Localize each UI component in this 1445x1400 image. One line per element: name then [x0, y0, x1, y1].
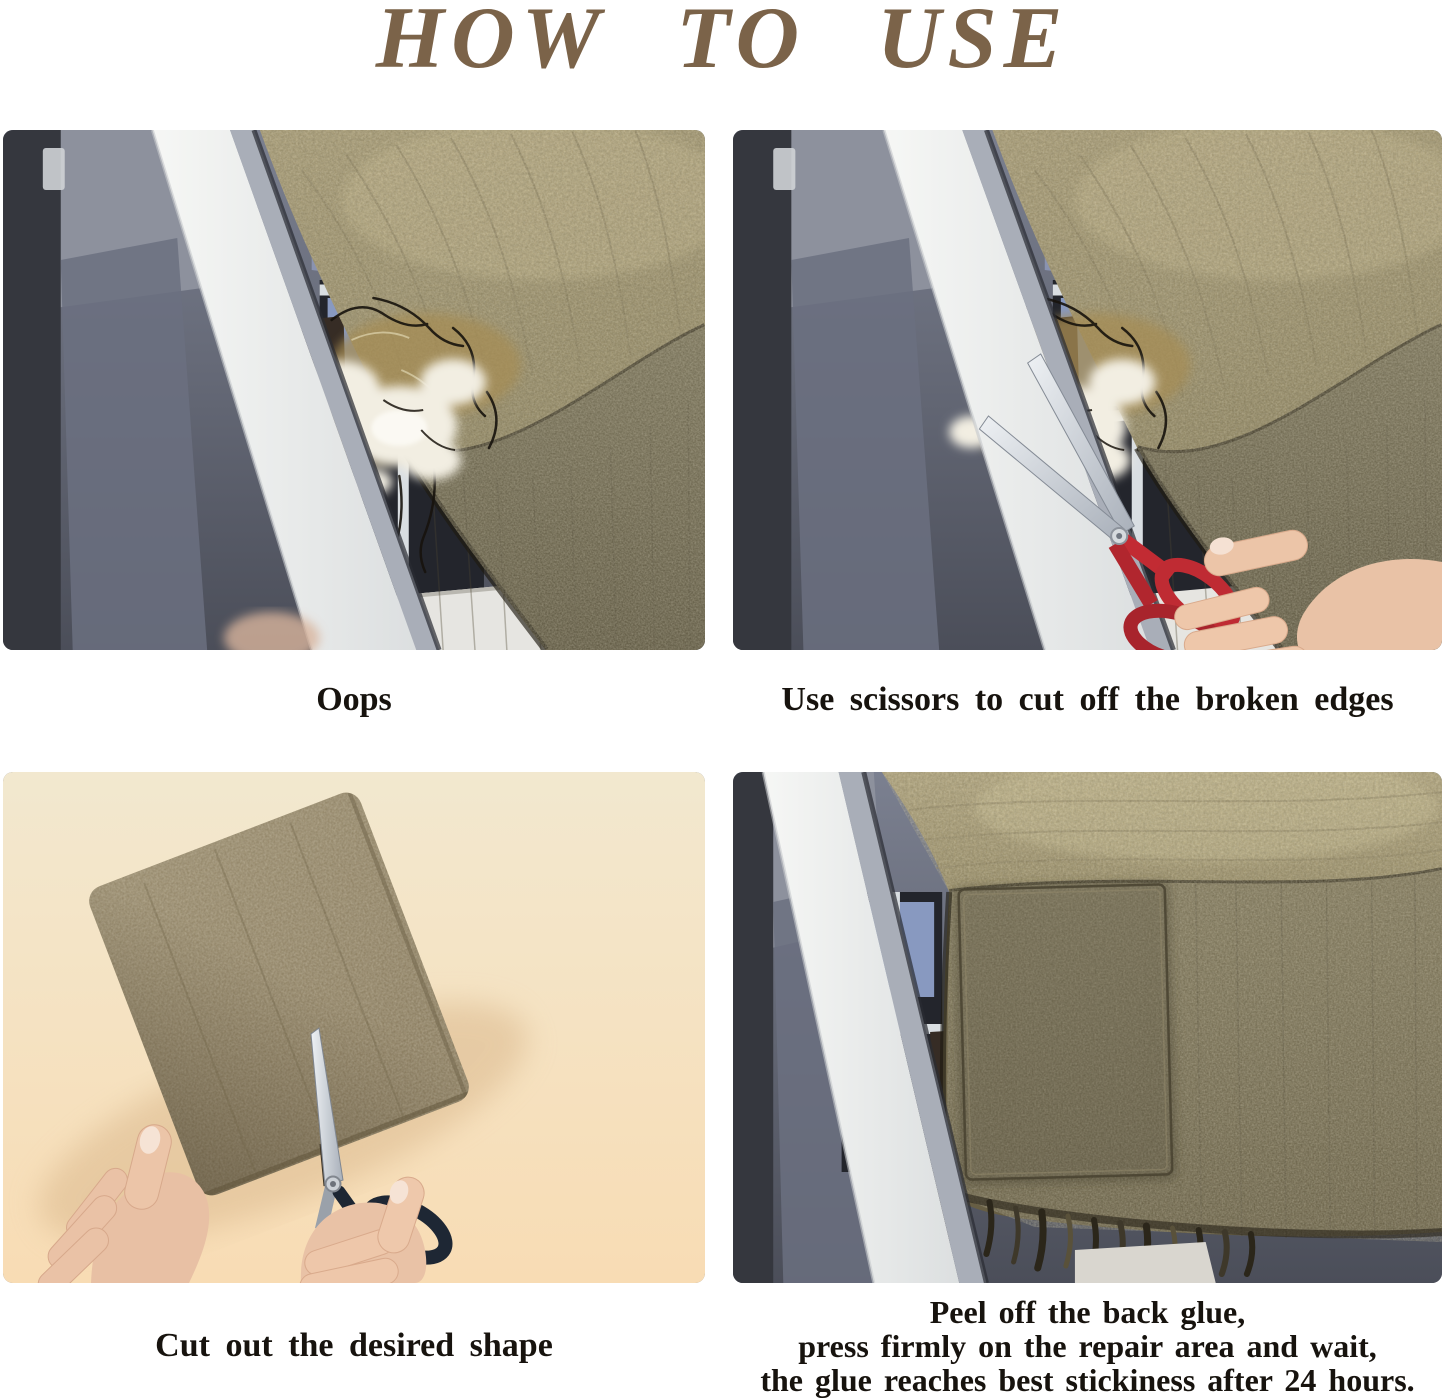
step4-caption-line1: Peel off the back glue,	[929, 1294, 1246, 1330]
step2-photo-scissors-trimming	[733, 130, 1442, 650]
step3-caption: Cut out the desired shape	[155, 1327, 553, 1364]
step4-caption	[733, 1295, 1442, 1397]
step2-caption: Use scissors to cut off the broken edges	[781, 681, 1394, 718]
step4-caption-line3: the glue reaches best stickiness after 24 hours.	[760, 1362, 1415, 1398]
page-title: HOW TO USE	[375, 0, 1070, 87]
damaged-couch-illustration	[3, 130, 705, 650]
repair-patch	[954, 881, 1176, 1184]
step1-photo-damaged-couch	[3, 130, 705, 650]
step1-caption: Oops	[316, 681, 392, 718]
step4-photo-patch-applied	[733, 772, 1442, 1283]
step4-caption-line2: press firmly on the repair area and wait,	[798, 1328, 1377, 1364]
step3-photo-cutting-patch	[3, 772, 705, 1283]
cutting-patch-illustration	[3, 772, 705, 1283]
scissors-trimming-illustration	[733, 130, 1442, 650]
patch-applied-illustration	[733, 772, 1442, 1283]
